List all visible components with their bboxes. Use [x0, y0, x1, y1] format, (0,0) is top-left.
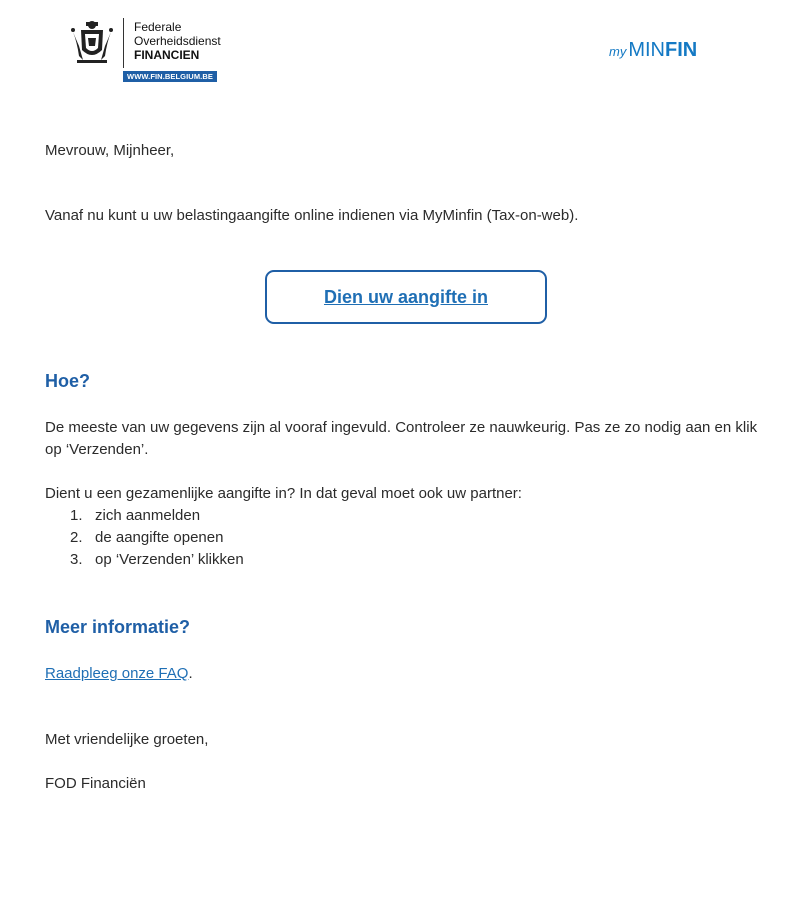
logo-min: MIN: [628, 39, 666, 61]
belgian-coat-of-arms-icon: [67, 16, 117, 66]
closing-text: Met vriendelijke groeten,: [45, 731, 209, 748]
more-info-heading: Meer informatie?: [45, 617, 191, 637]
step-number: 1.: [70, 507, 83, 524]
email-header: [0, 0, 785, 90]
step-text: op ‘Verzenden’ klikken: [95, 551, 244, 568]
step-text: de aangifte openen: [95, 529, 224, 546]
logo-divider: [123, 18, 124, 68]
how-heading: Hoe?: [45, 371, 90, 391]
org-line-1: Federale: [134, 20, 182, 34]
logo-fin: FIN: [665, 39, 698, 61]
list-item: [45, 527, 244, 549]
faq-paragraph: [45, 663, 770, 685]
logo-my: my: [609, 44, 627, 59]
org-name: [134, 20, 221, 62]
step-text: zich aanmelden: [95, 507, 201, 524]
greeting: Mevrouw, Mijnheer,: [45, 142, 175, 159]
steps-list: [45, 505, 244, 571]
joint-declaration-text: Dient u een gezamenlijke aangifte in? In dat geval moet ook uw partner:: [45, 485, 522, 502]
list-item: [45, 549, 244, 571]
faq-period: .: [188, 665, 193, 682]
submit-declaration-button[interactable]: Dien uw aangifte in: [265, 270, 547, 324]
signature: FOD Financiën: [45, 775, 146, 792]
org-url-badge: WWW.FIN.BELGIUM.BE: [123, 71, 217, 82]
faq-link[interactable]: Raadpleeg onze FAQ: [45, 665, 189, 682]
how-text: De meeste van uw gegevens zijn al vooraf ingevuld. Controleer ze nauwkeurig. Pas ze zo nodig aan en klik op ‘Verzenden’.: [45, 419, 758, 458]
list-item: [45, 505, 244, 527]
org-line-2: Overheidsdienst: [134, 34, 221, 48]
org-line-3: FINANCIEN: [134, 48, 200, 62]
intro-text: Vanaf nu kunt u uw belastingaangifte online indienen via MyMinfin (Tax-on-web).: [45, 207, 579, 224]
step-number: 2.: [70, 529, 83, 546]
step-number: 3.: [70, 551, 83, 568]
myminfin-logo: [609, 38, 697, 64]
